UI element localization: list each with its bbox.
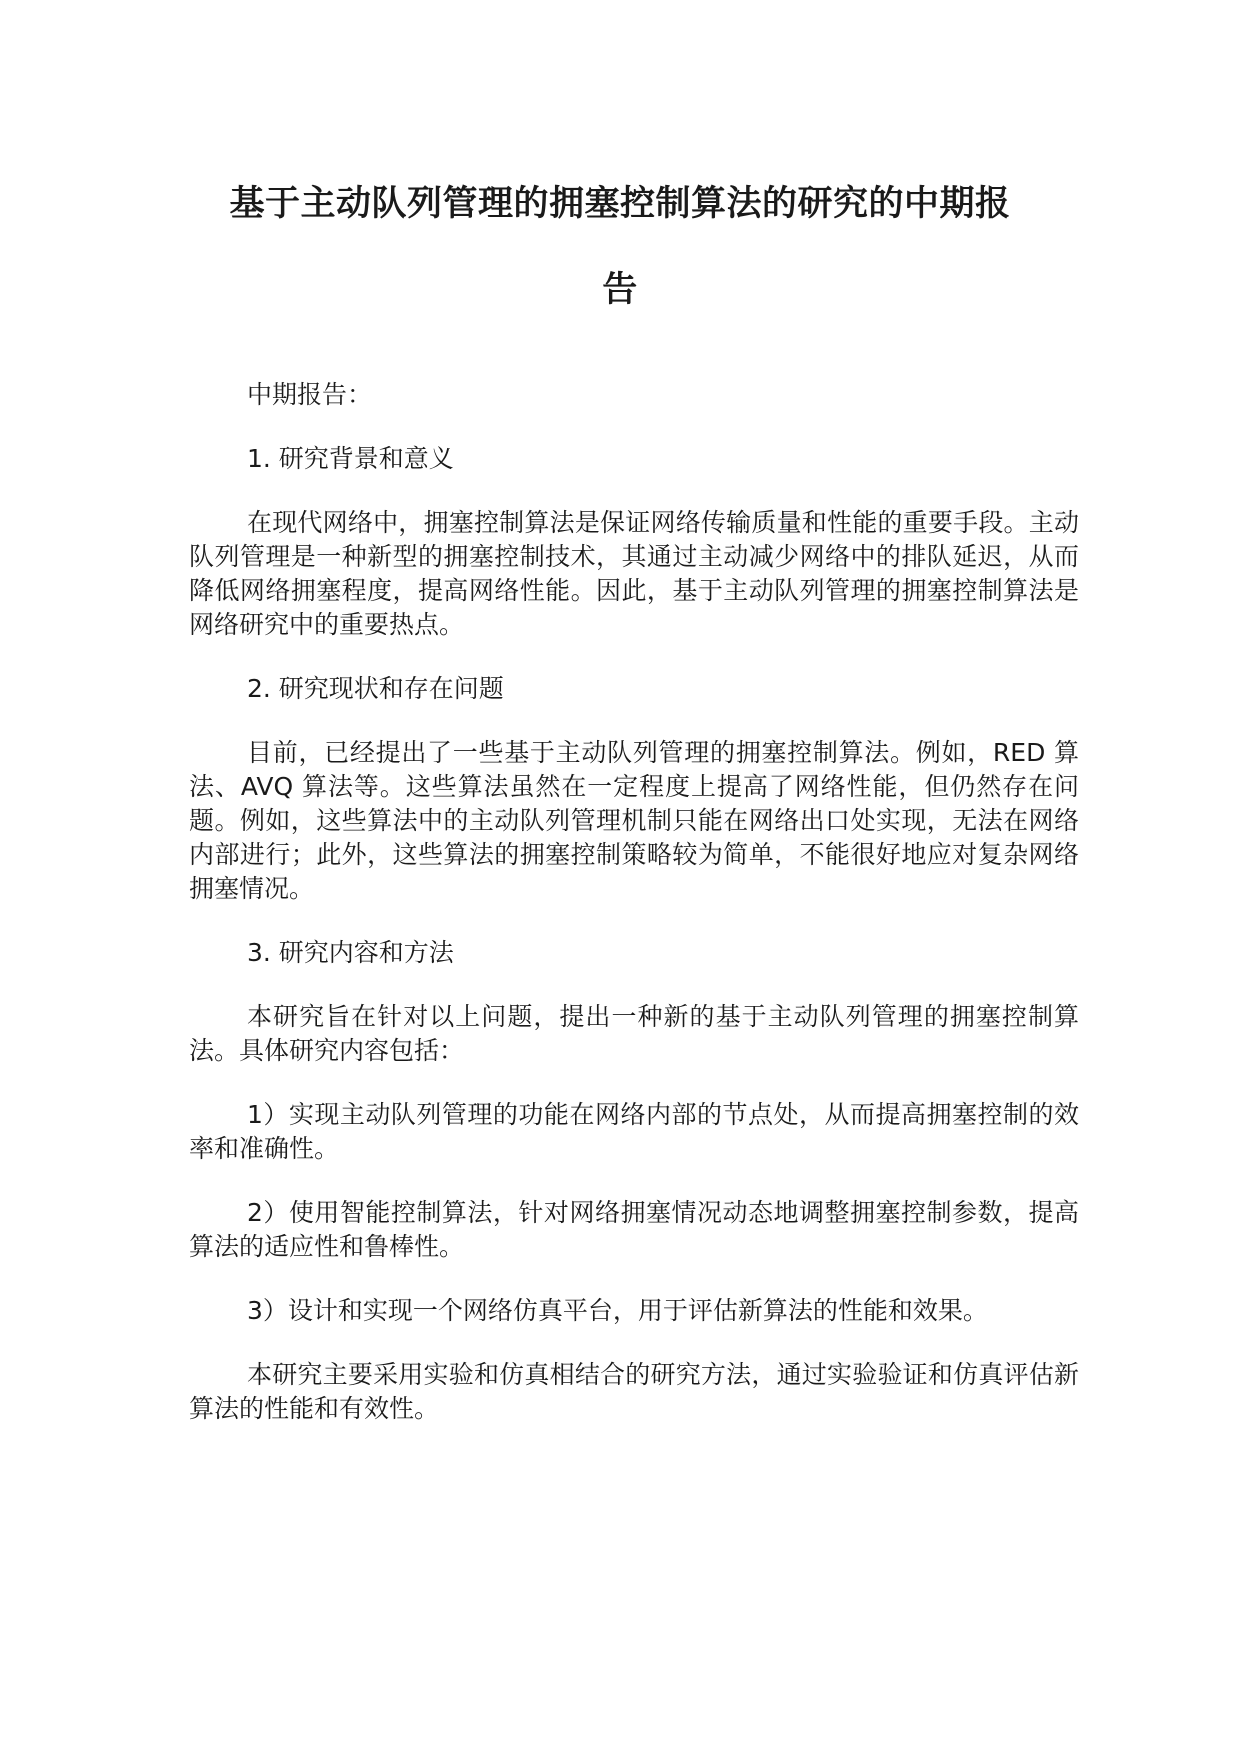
- document-body: [189, 378, 1079, 1456]
- section-3-item-3: 3）设计和实现一个网络仿真平台，用于评估新算法的性能和效果。: [247, 1296, 988, 1325]
- section-2-paragraph: 目前，已经提出了一些基于主动队列管理的拥塞控制算法。例如，RED 算法、AVQ 算法等。这些算法虽然在一定程度上提高了网络性能，但仍然存在问题。例如，这些算法中的主动队列管理机制只能在网络出口处实现，无法在网络内部进行；此外，这些算法的拥塞控制策略较为简单，不能很好地应对复杂网络拥塞情况。: [189, 738, 1079, 903]
- section-3-paragraph-method: 本研究主要采用实验和仿真相结合的研究方法，通过实验验证和仿真评估新算法的性能和有效性。: [189, 1360, 1079, 1423]
- section-3-item-1: 1）实现主动队列管理的功能在网络内部的节点处，从而提高拥塞控制的效率和准确性。: [189, 1100, 1079, 1163]
- intro-label: 中期报告：: [247, 380, 373, 409]
- section-heading-3: 3. 研究内容和方法: [247, 938, 454, 967]
- section-1-paragraph: 在现代网络中，拥塞控制算法是保证网络传输质量和性能的重要手段。主动队列管理是一种新型的拥塞控制技术，其通过主动减少网络中的排队延迟，从而降低网络拥塞程度，提高网络性能。因此，基于主动队列管理的拥塞控制算法是网络研究中的重要热点。: [189, 508, 1079, 639]
- section-3-paragraph-intro: 本研究旨在针对以上问题，提出一种新的基于主动队列管理的拥塞控制算法。具体研究内容包括：: [189, 1002, 1079, 1065]
- section-3-item-2: 2）使用智能控制算法，针对网络拥塞情况动态地调整拥塞控制参数，提高算法的适应性和鲁棒性。: [189, 1198, 1079, 1261]
- document-title-line-1: 基于主动队列管理的拥塞控制算法的研究的中期报: [229, 184, 1011, 224]
- section-heading-2: 2. 研究现状和存在问题: [247, 674, 504, 703]
- section-heading-1: 1. 研究背景和意义: [247, 444, 454, 473]
- document-title-line-2: 告: [602, 270, 638, 310]
